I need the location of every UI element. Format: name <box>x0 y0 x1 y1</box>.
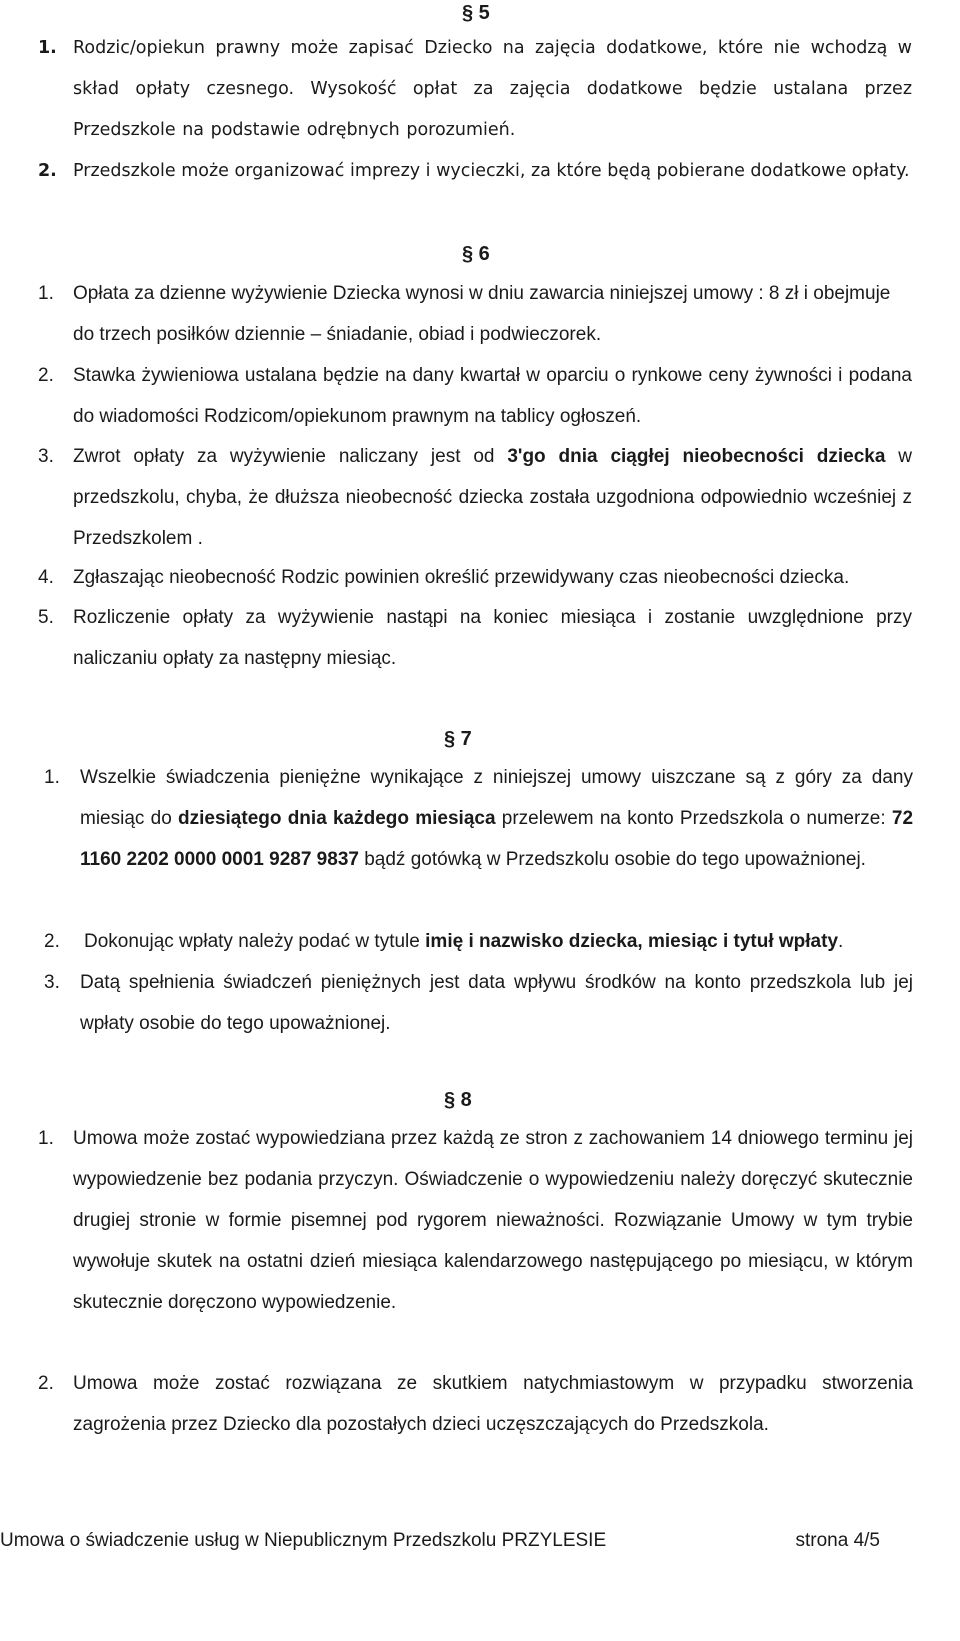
s6-item-3-pre: Zwrot opłaty za wyżywienie naliczany jest od <box>73 446 508 467</box>
s7-item-2-post: . <box>838 931 844 952</box>
section-8-title: § 8 <box>444 1089 472 1111</box>
footer-page-number: strona 4/5 <box>795 1530 880 1551</box>
section-5-title: § 5 <box>462 2 490 24</box>
s5-item-2-num: 2. <box>38 161 57 181</box>
s7-item-2 <box>38 921 913 962</box>
page-footer <box>0 1530 880 1552</box>
s8-item-1-text: Umowa może zostać wypowiedziana przez każdą ze stron z zachowaniem 14 dniowego terminu jej wypowiedzenie bez podania przyczyn. Oświadczenie o wypowiedzeniu należy doręczyć skutecznie drugiej stronie w formie pisemnej pod rygorem nieważności. Rozwiązanie Umowy w tym trybie wywołuje skutek na ostatni dzień miesiąca kalendarzowego następującego po miesiącu, w którym skutecznie doręczono wypowiedzenie. <box>73 1128 913 1313</box>
s6-item-3-text <box>38 436 912 559</box>
s7-item-3 <box>38 962 913 1044</box>
s8-item-2-num: 2. <box>38 1373 54 1394</box>
s7-item-1-post: bądź gotówką w Przedszkolu osobie do tego upoważnionej. <box>358 849 866 870</box>
s8-item-2 <box>38 1363 913 1445</box>
section-7-title: § 7 <box>444 728 472 750</box>
s7-item-1-bold: dziesiątego dnia każdego miesiąca <box>178 808 496 829</box>
s6-item-5-text: Rozliczenie opłaty za wyżywienie nastąpi na koniec miesiąca i zostanie uwzględnione przy naliczaniu opłaty za następny miesiąc. <box>73 607 912 669</box>
s7-item-1-pre: Wszelkie świadczenia pieniężne wynikające z niniejszej umowy uiszczane są z góry za dany miesiąc do <box>80 767 913 829</box>
s5-item-2-text: Przedszkole może organizować imprezy i wycieczki, za które będą pobierane dodatkowe opłaty. <box>73 161 910 181</box>
s7-item-3-text: Datą spełnienia świadczeń pieniężnych jest data wpływu środków na konto przedszkola lub jej wpłaty osobie do tego upoważnionej. <box>80 972 913 1034</box>
s7-item-2-pre: Dokonując wpłaty należy podać w tytule <box>84 931 426 952</box>
s6-item-2-num: 2. <box>38 365 54 386</box>
s7-item-3-num: 3. <box>44 972 60 993</box>
s6-item-2 <box>38 355 912 437</box>
s6-item-3 <box>38 436 912 559</box>
s7-item-1-mid: przelewem na konto Przedszkola o numerze: <box>495 808 892 829</box>
s6-item-1-num: 1. <box>38 283 54 304</box>
s7-item-2-num: 2. <box>44 931 60 952</box>
s5-item-1-num: 1. <box>38 38 57 58</box>
s5-item-2 <box>38 151 912 192</box>
s6-item-3-num: 3. <box>38 446 54 467</box>
s6-item-1-text: Opłata za dzienne wyżywienie Dziecka wynosi w dniu zawarcia niniejszej umowy : 8 zł i obejmuje do trzech posiłków dziennie – śniadanie, obiad i podwieczorek. <box>73 283 891 345</box>
s7-item-1 <box>38 757 913 880</box>
s7-item-1-account: 72 1160 2202 0000 0001 9287 9837 <box>80 808 914 870</box>
s6-item-5-num: 5. <box>38 607 54 628</box>
s7-item-2-bold: imię i nazwisko dziecka, miesiąc i tytuł wpłaty <box>425 931 839 952</box>
s7-item-2-text <box>38 921 913 962</box>
s6-item-3-bold: 3'go dnia ciągłej nieobecności dziecka <box>507 446 886 467</box>
s6-item-4 <box>38 557 912 598</box>
s8-item-1-num: 1. <box>38 1128 54 1149</box>
s7-item-1-num: 1. <box>44 767 60 788</box>
s5-item-1-text: Rodzic/opiekun prawny może zapisać Dziecko na zajęcia dodatkowe, które nie wchodzą w skład opłaty czesnego. Wysokość opłat za zajęcia dodatkowe będzie ustalana przez Przedszkole na podstawie odrębnych porozumień. <box>73 38 912 140</box>
footer-title: Umowa o świadczenie usług w Niepublicznym Przedszkolu PRZYLESIE <box>0 1530 607 1551</box>
s6-item-4-num: 4. <box>38 567 54 588</box>
s6-item-4-text: Zgłaszając nieobecność Rodzic powinien określić przewidywany czas nieobecności dziecka. <box>73 567 850 588</box>
s6-item-5 <box>38 597 912 679</box>
s7-item-1-text <box>38 757 913 880</box>
s6-item-1 <box>38 273 912 355</box>
s8-item-2-text: Umowa może zostać rozwiązana ze skutkiem natychmiastowym w przypadku stworzenia zagrożenia przez Dziecko dla pozostałych dzieci uczęszczających do Przedszkola. <box>73 1373 913 1435</box>
section-6-title: § 6 <box>462 243 490 265</box>
s8-item-1 <box>38 1118 913 1323</box>
s6-item-2-text: Stawka żywieniowa ustalana będzie na dany kwartał w oparciu o rynkowe ceny żywności i podana do wiadomości Rodzicom/opiekunom prawnym na tablicy ogłoszeń. <box>73 365 912 427</box>
s5-item-1 <box>38 28 912 151</box>
s6-item-3-post: w przedszkolu, chyba, że dłuższa nieobecność dziecka została uzgodniona odpowiednio wcześniej z Przedszkolem . <box>73 446 913 549</box>
